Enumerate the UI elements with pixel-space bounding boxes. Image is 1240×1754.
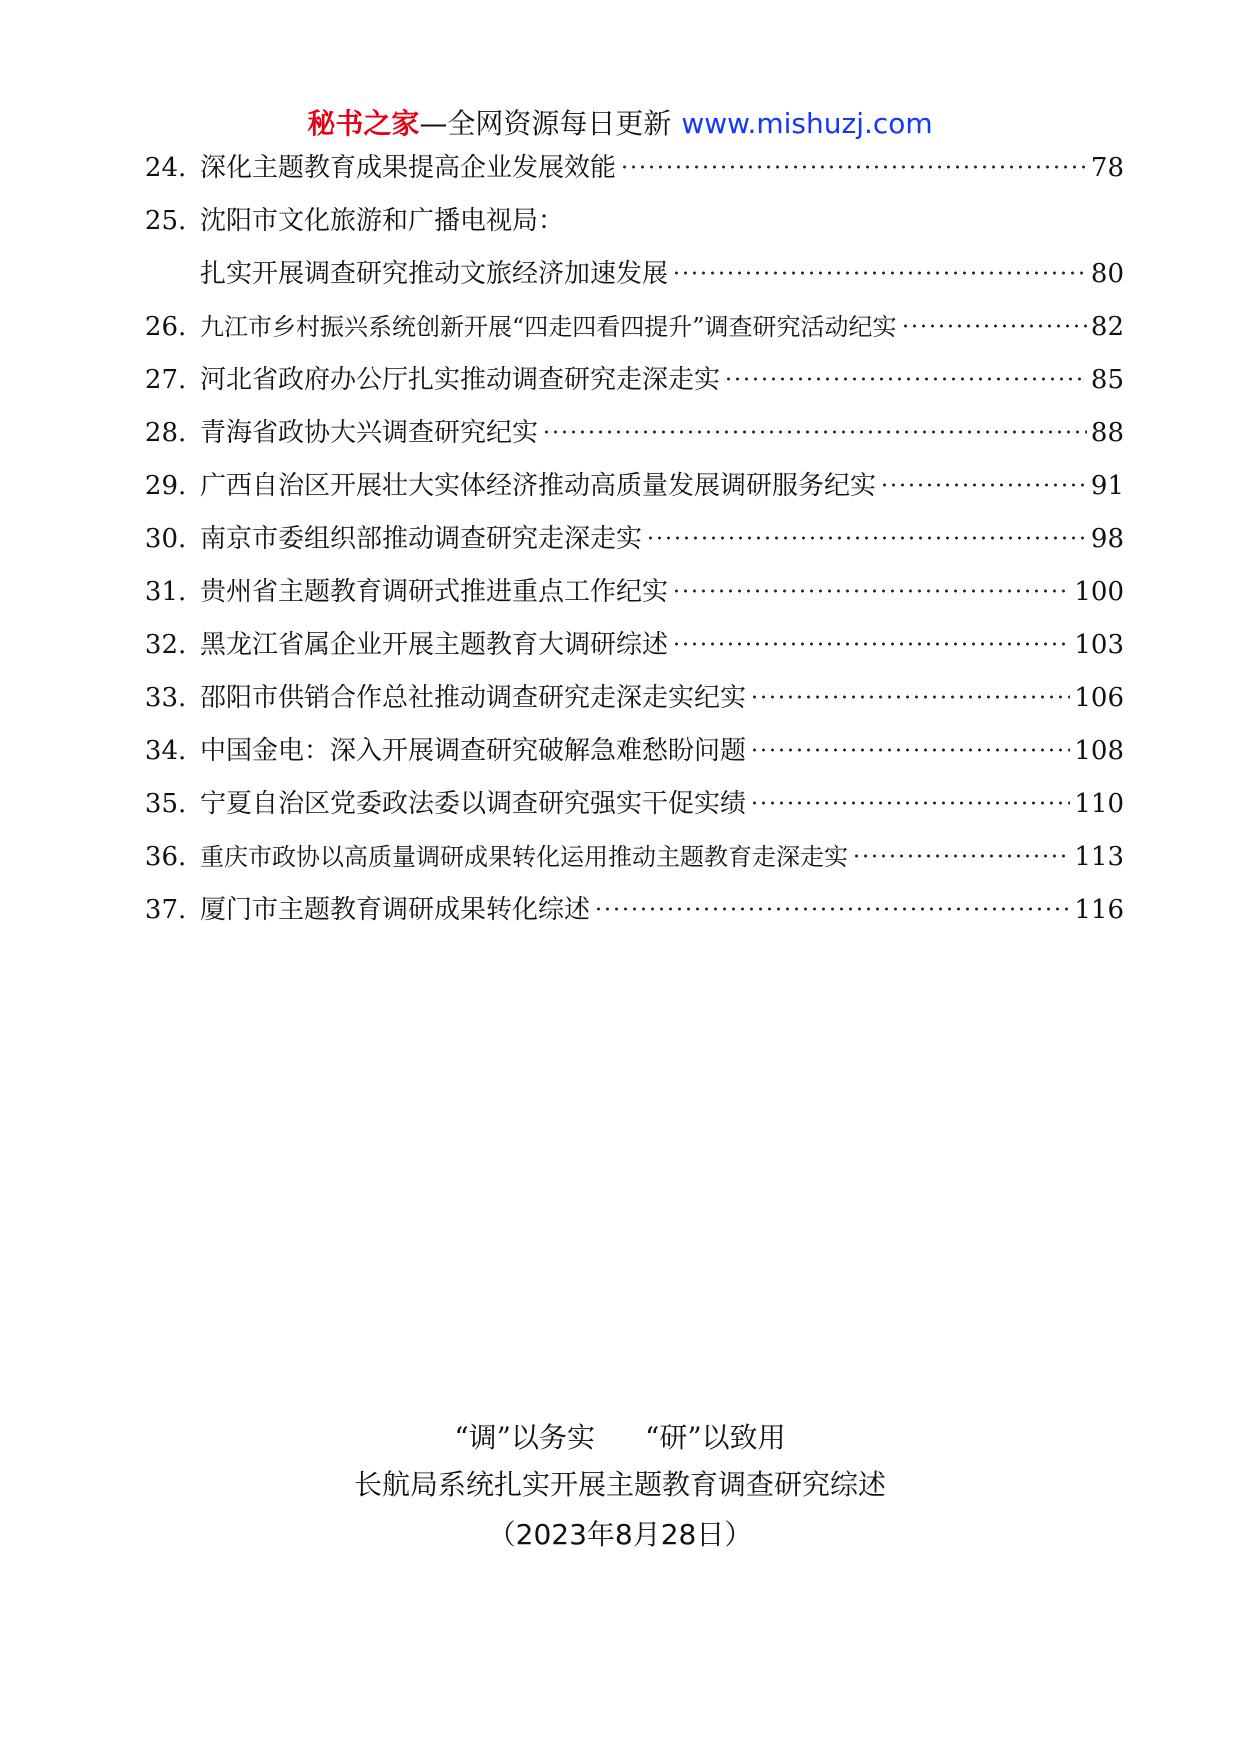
dot-leader (901, 323, 1087, 329)
toc-row[interactable]: 24 . 深化主题教育成果提高企业发展效能 78 (118, 148, 1124, 201)
toc-page-number: 80 (1090, 259, 1124, 289)
section-headline (0, 1418, 1240, 1458)
dot-leader (646, 535, 1087, 541)
toc-title: 厦门市主题教育调研成果转化综述 (200, 895, 591, 925)
toc-page-number: 103 (1074, 630, 1124, 660)
dot-leader (750, 747, 1070, 753)
headline-right: “研”以致用 (645, 1421, 786, 1454)
toc-page-number: 100 (1074, 577, 1124, 607)
toc-title: 邵阳市供销合作总社推动调查研究走深走实纪实 (200, 683, 747, 713)
section-title: 长航局系统扎实开展主题教育调查研究综述 (353, 1468, 886, 1501)
toc-title: 重庆市政协以高质量调研成果转化运用推动主题教育走深走实 (200, 843, 848, 871)
toc-row[interactable]: 29 . 广西自治区开展壮大实体经济推动高质量发展调研服务纪实 91 (118, 466, 1124, 519)
toc-title: 深化主题教育成果提高企业发展效能 (200, 153, 617, 183)
toc-row[interactable] (118, 254, 1124, 307)
toc-number: 28 (144, 418, 178, 448)
toc-number: 33 (144, 683, 178, 713)
toc-page-number: 108 (1074, 736, 1124, 766)
toc-number: 37 (144, 895, 178, 925)
toc-page-number: 106 (1074, 683, 1124, 713)
toc-page-number: 110 (1074, 789, 1124, 819)
toc-page-number: 82 (1090, 312, 1124, 342)
dot-leader (724, 376, 1087, 382)
toc-number: 26 (144, 312, 178, 342)
toc-row[interactable]: 35 . 宁夏自治区党委政法委以调查研究强实干促实绩 110 (118, 784, 1124, 837)
toc-title: 河北省政府办公厅扎实推动调查研究走深走实 (200, 365, 721, 395)
dot-leader (542, 429, 1087, 435)
dot-leader (750, 800, 1070, 806)
toc-title: 扎实开展调查研究推动文旅经济加速发展 (200, 259, 669, 289)
toc-number: 25 (144, 206, 178, 236)
toc-number: 29 (144, 471, 178, 501)
toc-row[interactable]: 34 . 中国金电：深入开展调查研究破解急难愁盼问题 108 (118, 731, 1124, 784)
toc-number: 27 (144, 365, 178, 395)
toc-number: 30 (144, 524, 178, 554)
dot-leader (852, 853, 1070, 859)
toc-page-number: 88 (1090, 418, 1124, 448)
toc-row[interactable]: 37 . 厦门市主题教育调研成果转化综述 116 (118, 890, 1124, 943)
toc-title: 青海省政协大兴调查研究纪实 (200, 418, 539, 448)
toc-title: 中国金电：深入开展调查研究破解急难愁盼问题 (200, 736, 747, 766)
toc-title: 沈阳市文化旅游和广播电视局： (200, 206, 565, 236)
toc-row[interactable]: 33 . 邵阳市供销合作总社推动调查研究走深走实纪实 106 (118, 678, 1124, 731)
toc-row[interactable]: 28 . 青海省政协大兴调查研究纪实 88 (118, 413, 1124, 466)
toc-number: 31 (144, 577, 178, 607)
toc-number: 34 (144, 736, 178, 766)
toc-page-number: 78 (1090, 153, 1124, 183)
dot-leader (620, 164, 1087, 170)
toc-row[interactable]: 26 . 九江市乡村振兴系统创新开展“四走四看四提升”调查研究活动纪实 82 (118, 307, 1124, 360)
toc-page-number: 113 (1074, 842, 1124, 872)
dot-leader (750, 694, 1070, 700)
toc-page-number: 91 (1090, 471, 1124, 501)
toc-page-number: 98 (1090, 524, 1124, 554)
toc-title: 黑龙江省属企业开展主题教育大调研综述 (200, 630, 669, 660)
toc-row[interactable]: 32 . 黑龙江省属企业开展主题教育大调研综述 103 (118, 625, 1124, 678)
toc-title: 九江市乡村振兴系统创新开展“四走四看四提升”调查研究活动纪实 (200, 313, 897, 341)
dot-leader (672, 641, 1070, 647)
toc-row[interactable]: 36 . 重庆市政协以高质量调研成果转化运用推动主题教育走深走实 113 (118, 837, 1124, 890)
toc-title: 广西自治区开展壮大实体经济推动高质量发展调研服务纪实 (200, 471, 877, 501)
toc-title: 贵州省主题教育调研式推进重点工作纪实 (200, 577, 669, 607)
brand-name: 秘书之家 (307, 107, 420, 140)
toc-title: 宁夏自治区党委政法委以调查研究强实干促实绩 (200, 789, 747, 819)
toc-row[interactable]: 25 . 沈阳市文化旅游和广播电视局： (118, 201, 1124, 254)
site-url-link[interactable]: www.mishuzj.com (681, 107, 933, 140)
dot-leader (594, 906, 1070, 912)
toc-number: 35 (144, 789, 178, 819)
table-of-contents (118, 148, 1124, 943)
toc-row[interactable]: 27 . 河北省政府办公厅扎实推动调查研究走深走实 85 (118, 360, 1124, 413)
toc-number: 32 (144, 630, 178, 660)
site-banner (0, 104, 1240, 144)
toc-row[interactable]: 31 . 贵州省主题教育调研式推进重点工作纪实 100 (118, 572, 1124, 625)
toc-page-number: 85 (1090, 365, 1124, 395)
dot-leader (880, 482, 1087, 488)
headline-left: “调”以务实 (454, 1421, 595, 1454)
toc-page-number: 116 (1074, 895, 1124, 925)
toc-title: 南京市委组织部推动调查研究走深走实 (200, 524, 643, 554)
section-date: （2023年8月28日） (487, 1518, 753, 1551)
toc-row[interactable]: 30 . 南京市委组织部推动调查研究走深走实 98 (118, 519, 1124, 572)
dot-leader (672, 270, 1087, 276)
banner-tagline: —全网资源每日更新 (419, 107, 672, 140)
dot-leader (672, 588, 1070, 594)
toc-number: 36 (144, 842, 178, 872)
toc-number: 24 (144, 153, 178, 183)
